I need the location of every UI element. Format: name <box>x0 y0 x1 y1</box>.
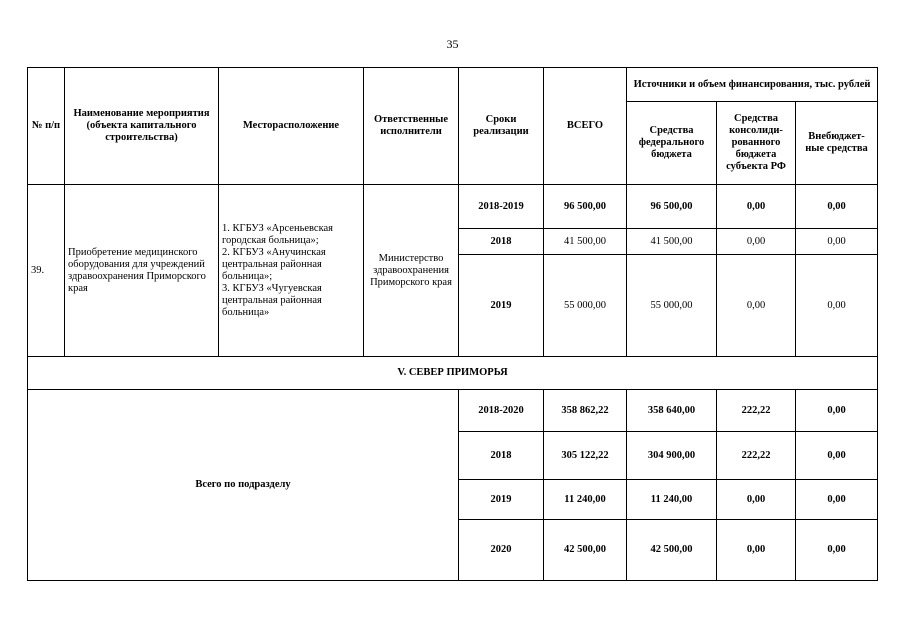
header-num: № п/п <box>28 68 65 185</box>
subtotal-label: Всего по подразделу <box>28 390 459 581</box>
item-regional: 0,00 <box>717 255 796 357</box>
item-regional: 0,00 <box>717 185 796 229</box>
subtotal-extra: 0,00 <box>796 480 878 520</box>
section-title: V. СЕВЕР ПРИМОРЬЯ <box>28 357 878 390</box>
item-extra: 0,00 <box>796 255 878 357</box>
item-num: 39. <box>28 185 65 357</box>
item-responsible: Министерство здравоохранения Приморского края <box>364 185 459 357</box>
subtotal-period: 2018-2020 <box>459 390 544 432</box>
subtotal-extra: 0,00 <box>796 432 878 480</box>
header-sources: Источники и объем финансирования, тыс. рублей <box>627 68 878 102</box>
subtotal-period: 2018 <box>459 432 544 480</box>
subtotal-regional: 222,22 <box>717 432 796 480</box>
item-total: 96 500,00 <box>544 185 627 229</box>
header-total: ВСЕГО <box>544 68 627 185</box>
subtotal-total: 305 122,22 <box>544 432 627 480</box>
item-extra: 0,00 <box>796 229 878 255</box>
item-federal: 55 000,00 <box>627 255 717 357</box>
subtotal-total: 358 862,22 <box>544 390 627 432</box>
item-location: 1. КГБУЗ «Арсеньевская городская больница»; 2. КГБУЗ «Анучинская центральная районная больница»; 3. КГБУЗ «Чугуевская центральная районная больница» <box>219 185 364 357</box>
subtotal-federal: 358 640,00 <box>627 390 717 432</box>
header-regional: Средства консолиди-рованного бюджета субъекта РФ <box>717 102 796 185</box>
header-name: Наименование мероприятия (объекта капитального строительства) <box>65 68 219 185</box>
page-number: 35 <box>446 37 459 51</box>
item-period: 2018 <box>459 229 544 255</box>
header-federal: Средства федерального бюджета <box>627 102 717 185</box>
table-row <box>28 185 878 229</box>
header-row-1 <box>28 68 878 102</box>
subtotal-period: 2020 <box>459 520 544 581</box>
header-location: Месторасположение <box>219 68 364 185</box>
item-period: 2018-2019 <box>459 185 544 229</box>
subtotal-extra: 0,00 <box>796 390 878 432</box>
item-federal: 96 500,00 <box>627 185 717 229</box>
subtotal-extra: 0,00 <box>796 520 878 581</box>
subtotal-federal: 304 900,00 <box>627 432 717 480</box>
item-name: Приобретение медицинского оборудования для учреждений здравоохранения Приморского края <box>65 185 219 357</box>
subtotal-total: 11 240,00 <box>544 480 627 520</box>
subtotal-regional: 0,00 <box>717 520 796 581</box>
item-federal: 41 500,00 <box>627 229 717 255</box>
header-extra: Внебюджет-ные средства <box>796 102 878 185</box>
item-regional: 0,00 <box>717 229 796 255</box>
item-total: 55 000,00 <box>544 255 627 357</box>
header-period: Сроки реализации <box>459 68 544 185</box>
item-extra: 0,00 <box>796 185 878 229</box>
section-row <box>28 357 878 390</box>
header-responsible: Ответственные исполнители <box>364 68 459 185</box>
subtotal-regional: 222,22 <box>717 390 796 432</box>
subtotal-period: 2019 <box>459 480 544 520</box>
subtotal-federal: 42 500,00 <box>627 520 717 581</box>
financing-table <box>27 67 878 581</box>
item-period: 2019 <box>459 255 544 357</box>
subtotal-regional: 0,00 <box>717 480 796 520</box>
item-total: 41 500,00 <box>544 229 627 255</box>
subtotal-federal: 11 240,00 <box>627 480 717 520</box>
table-row <box>28 390 878 432</box>
subtotal-total: 42 500,00 <box>544 520 627 581</box>
